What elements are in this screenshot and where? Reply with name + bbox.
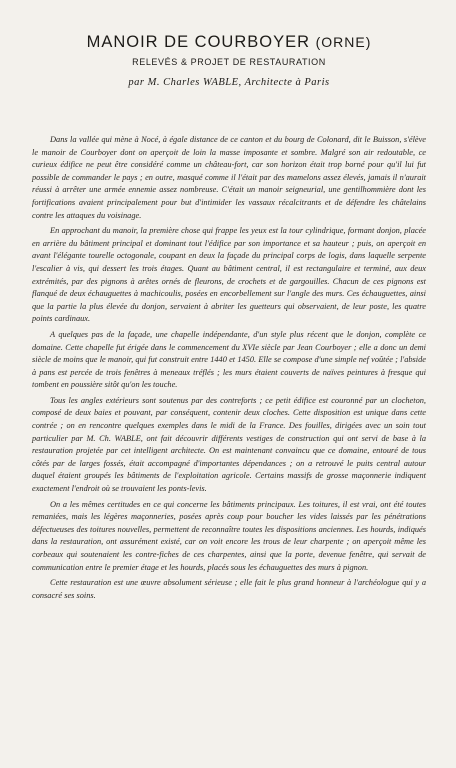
article-body <box>32 134 426 602</box>
paragraph: Dans la vallée qui mène à Nocé, à égale distance de ce canton et du bourg de Colonard, dit le Buisson, s'élève le manoir de Courboyer dont on aperçoit de loin la masse imposante et sombre. Malgré son air redoutable, ce curieux édifice ne peut être considéré comme un château-fort, car son horizon était trop borné pour qu'il lui fut possible de commander le pays ; en outre, masqué comme il l'était par des mamelons assez élevés, jamais il n'aurait réussi à arrêter une armée ennemie assez nombreuse. C'était un manoir seigneurial, une gentilhommière dont les fortifications avaient principalement pour but d'intimider les vassaux récalcitrants et de défendre les châtelains contre les attaques du voisinage. <box>32 135 426 220</box>
page-title <box>32 32 426 52</box>
paragraph: Tous les angles extérieurs sont soutenus par des contreforts ; ce petit édifice est couronné par un clocheton, composé de deux baies et pouvant, par conséquent, contenir deux cloches. Cette disposition est unique dans cette contrée ; on en rencontre quelques exemples dans le midi de la France. Des fouilles, dirigées avec un soin tout particulier par M. Ch. WABLE, ont fait découvrir différents vestiges de construction qui ont servi de base à la restauration projetée par cet intelligent architecte. On est maintenant convaincu que ce domaine, entouré de tous côtés par de larges fossés, était accompagné d'importantes dépendances ; on a retrouvé le puits central autour duquel étaient groupés les bâtiments de l'exploitation agricole. Certains massifs de grosse maçonnerie indiquent exactement l'endroit où se trouvaient les ponts-levis. <box>32 395 426 494</box>
paragraph: Cette restauration est une œuvre absolument sérieuse ; elle fait le plus grand honneur à l'archéologue qui y a consacré ses soins. <box>32 578 426 600</box>
author-byline: par M. Charles WABLE, Architecte à Paris <box>128 77 330 88</box>
paragraph: On a les mêmes certitudes en ce qui concerne les bâtiments principaux. Les toitures, il est vrai, ont été toutes remaniées, mais les légères maçonneries, posées après coup pour boucher les vides laissés par les pénétrations défectueuses des toitures nouvelles, permettent de reconnaître toutes les dispositions anciennes. Les hourds, indiqués dans la restauration, ont assurément existé, car on voit encore les trous de leur charpente ; on aperçoit même les corbeaux qui soutenaient les contre-fiches de ces charpentes, ainsi que la porte, devenue fenêtre, qui servait de communication entre le premier étage et les hourds, placés sous les échauguettes des murs à pignon. <box>32 499 426 572</box>
page-subtitle: RELEVÉS & PROJET DE RESTAURATION <box>132 57 326 67</box>
title-department: (ORNE) <box>315 34 372 50</box>
paragraph: En approchant du manoir, la première chose qui frappe les yeux est la tour cylindrique, formant donjon, placée en arrière du bâtiment principal et dominant tout l'édifice par son importance et sa hauteur ; puis, on aperçoit en avant l'élégante tourelle octogonale, coupant en deux la façade du principal corps de logis, dans laquelle serpente l'escalier à vis, qui dessert les trois étages. Quant au bâtiment central, il est rectangulaire et terminé, aux deux extrémités, par des pignons à arêtes ornés de fleurons, de crochets et de gargouilles. Chacun de ces pignons est flanqué de deux échauguettes à machicoulis, posées en encorbellement sur l'angle des murs. Ces échauguettes, ainsi que la partie la plus élevée du donjon, servaient à abriter les guetteurs qui observaient, de leur poste, les quatre points cardinaux. <box>32 226 426 324</box>
paragraph: A quelques pas de la façade, une chapelle indépendante, d'un style plus récent que le donjon, complète ce domaine. Cette chapelle fut érigée dans le commencement du XVIe siècle par Jean Courboyer ; elle a donc un demi siècle de moins que le manoir, qui fut construit entre 1440 et 1450. Elle se compose d'une simple nef voûtée ; l'abside à pans est percée de trois fenêtres à meneaux tréflés ; les murs étaient couverts de naïves peintures à fresque qui tombent en poussière sitôt qu'on les touche. <box>32 329 426 390</box>
title-text: MANOIR DE COURBOYER <box>86 33 311 51</box>
